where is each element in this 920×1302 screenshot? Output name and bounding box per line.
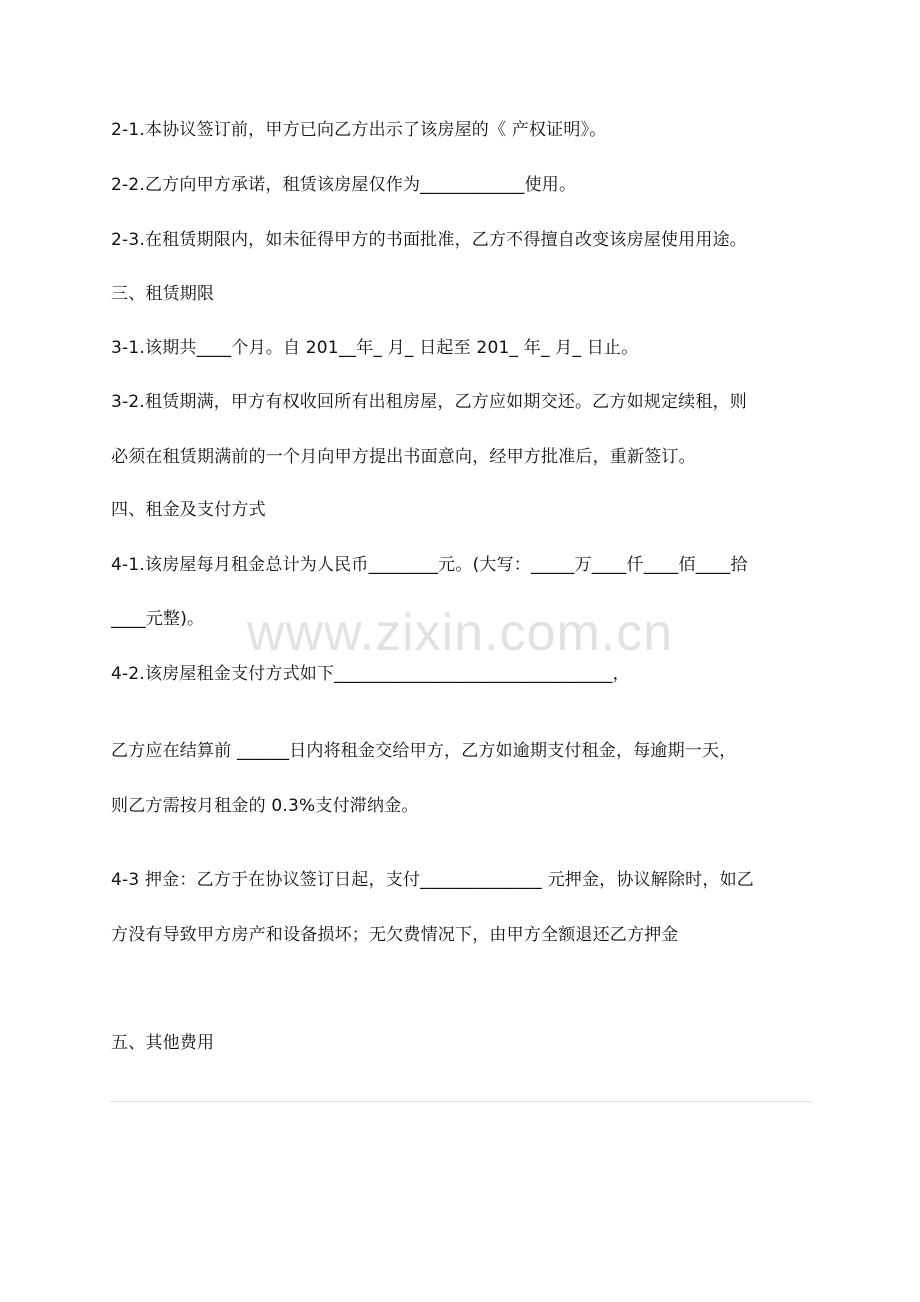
payment-line-1: 乙方应在结算前 ______日内将租金交给甲方，乙方如逾期支付租金，每逾期一天， <box>111 741 737 761</box>
section-heading-5: 五、其他费用 <box>111 1033 215 1053</box>
clause-2-2: 2-2.乙方向甲方承诺，租赁该房屋仅作为____________使用。 <box>111 175 577 195</box>
clause-4-1-line-1: 4-1.该房屋每月租金总计为人民币________元。(大写：_____万____仟____佰____拾 <box>111 555 748 575</box>
clause-4-3-line-2: 方没有导致甲方房产和设备损坏；无欠费情况下，由甲方全额退还乙方押金 <box>111 925 679 945</box>
clause-3-1: 3-1.该期共____个月。自 201__年_ 月_ 日起至 201_ 年_ 月_ 日止。 <box>111 338 639 358</box>
clause-4-1-line-2: ____元整)。 <box>111 609 205 629</box>
clause-2-3: 2-3.在租赁期限内，如未征得甲方的书面批准，乙方不得擅自改变该房屋使用用途。 <box>111 230 747 250</box>
watermark: www.zixin.com.cn <box>246 604 674 662</box>
clause-2-1: 2-1.本协议签订前，甲方已向乙方出示了该房屋的《 产权证明》。 <box>111 120 607 140</box>
footer-divider <box>111 1101 811 1102</box>
clause-4-3-line-1: 4-3 押金：乙方于在协议签订日起，支付______________ 元押金，协议解除时，如乙 <box>111 870 754 890</box>
clause-4-2: 4-2.该房屋租金支付方式如下________________________________， <box>111 664 630 684</box>
section-heading-4: 四、租金及支付方式 <box>111 500 266 520</box>
clause-3-2-line-2: 必须在租赁期满前的一个月向甲方提出书面意向，经甲方批准后，重新签订。 <box>111 447 696 467</box>
clause-3-2-line-1: 3-2.租赁期满，甲方有权收回所有出租房屋，乙方应如期交还。乙方如规定续租，则 <box>111 392 747 412</box>
section-heading-3: 三、租赁期限 <box>111 284 215 304</box>
payment-line-2: 则乙方需按月租金的 0.3%支付滞纳金。 <box>111 796 419 816</box>
